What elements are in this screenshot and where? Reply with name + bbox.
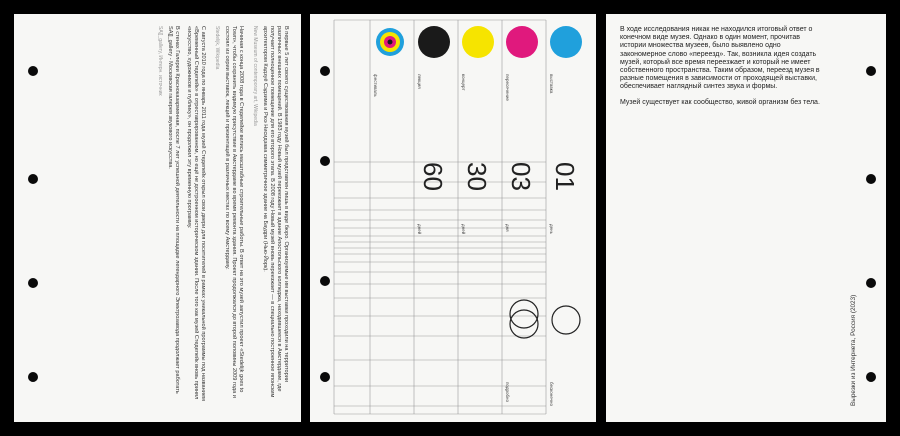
paragraph-new-museum: В первые 5 лет своего существования музей был представлен лишь в виде бюро. Организуемые им выставки проходили на территории различных внешних помещений. В 1983 году Новый музей переезжает в здание Апостольского колледжа, находившееся в Амстердаме, где получает полноценное помещение для его второго этапа. В 2008 году Новый музей вновь переезжает — в специально построенное японским архитектором Кадзуё Сэдзима и Рюэ Нисидзава симметричное здание на Баудри (Нью-Йорк). — [262, 26, 289, 398]
source-note: SA]]_gallery, Интерн. источник — [157, 26, 163, 96]
duration-unit: дня — [505, 224, 510, 232]
left-rotated-text — [14, 14, 301, 422]
source-note: New Museum of contemporary art, Wikipedia — [252, 26, 258, 126]
paragraph-sa-gallery: В стенах Галереи Красноказарменная, после 7 лет успешной деятельности на площадке легендарного Электрозавода продолжает работать SA]]_gallery - Московская галерея звукового искусства. — [167, 26, 180, 394]
punch-hole — [866, 278, 876, 288]
duration-number-30: 30 — [462, 162, 492, 191]
punch-hole — [866, 372, 876, 382]
duration-unit: дней — [417, 224, 422, 235]
cmyk-target-icon — [376, 28, 404, 56]
duration-unit: день — [549, 224, 554, 234]
end-label-infinite: бесконечно — [549, 382, 554, 406]
row-label-lecture: лекция — [417, 74, 422, 89]
ring-icon — [552, 306, 580, 334]
concept-conclusion: Музей существует как сообщество, живой организм без тела. — [620, 98, 820, 106]
paragraph-temporary-stedelijk: С августа 2010 года по январь 2011 года музей Стеделейк открыл свои двери для посетителей в рамках уникальной программы под названием «Временный Стеделейк» в отреставрированном, но ещё не достроенном историческом здании. После того как музей Стеделейк вновь принял «искусство, художников и публику», он продолжил эту временную программу. — [186, 26, 206, 401]
cyan-dot — [550, 26, 582, 58]
row-label-crossing: пересечение — [505, 74, 510, 101]
sheet-middle — [310, 14, 596, 422]
schedule-grid — [310, 14, 596, 422]
yellow-dot — [462, 26, 494, 58]
end-label-detail: подробно — [505, 382, 510, 403]
grid-row-lines — [334, 20, 546, 414]
source-footer: Вырезки из Интернета, Россия (2023) — [850, 294, 857, 406]
concept-paragraph: В ходе исследования никак не находился итоговый ответ о конечном виде музея. Однако в один момент, прочитав истории множества музеев, было выявлено одно закономерное слово «переезд». Так, возникла идея создать музей, который все время переезжает и который не имеет собственного пространства. Таким образом, переезд музея в разные помещения в зависимости от проходящей выставки, обеспечивает наглядный синтез звука и формы. — [620, 26, 820, 91]
duration-number-60: 60 — [418, 162, 448, 191]
source-note: Stedelijk, Wikipedia — [214, 26, 220, 70]
paragraph-stedelijk-town: Начиная с конца 2008 года в Стеделейке велись масштабные строительные работы. В ответ на это музей запустил проект «Stedelijk goes to Town», чтобы сохранить видимую присутствие в Амстердаме во время ремонта здания. Проект продолжался до второй половины 2009 года и состоял из серии выставок, лекций и презентаций в различных местах по всему Амстердаму. — [224, 26, 244, 398]
row-label-exhibition: выставка — [549, 74, 554, 94]
grid-column-lines — [334, 20, 546, 414]
black-dot — [418, 26, 450, 58]
duration-unit: дней — [461, 224, 466, 235]
row-label-concert: концерт — [461, 74, 466, 91]
duration-number-01: 01 — [550, 162, 580, 191]
punch-hole — [866, 66, 876, 76]
sheet-left — [14, 14, 301, 422]
magenta-dot — [506, 26, 538, 58]
punch-hole — [866, 174, 876, 184]
ring-icons — [510, 300, 580, 338]
sheet-right — [606, 14, 886, 422]
duration-number-03: 03 — [506, 162, 536, 191]
row-label-festival: фестиваль — [373, 74, 378, 97]
concept-text — [620, 26, 820, 114]
